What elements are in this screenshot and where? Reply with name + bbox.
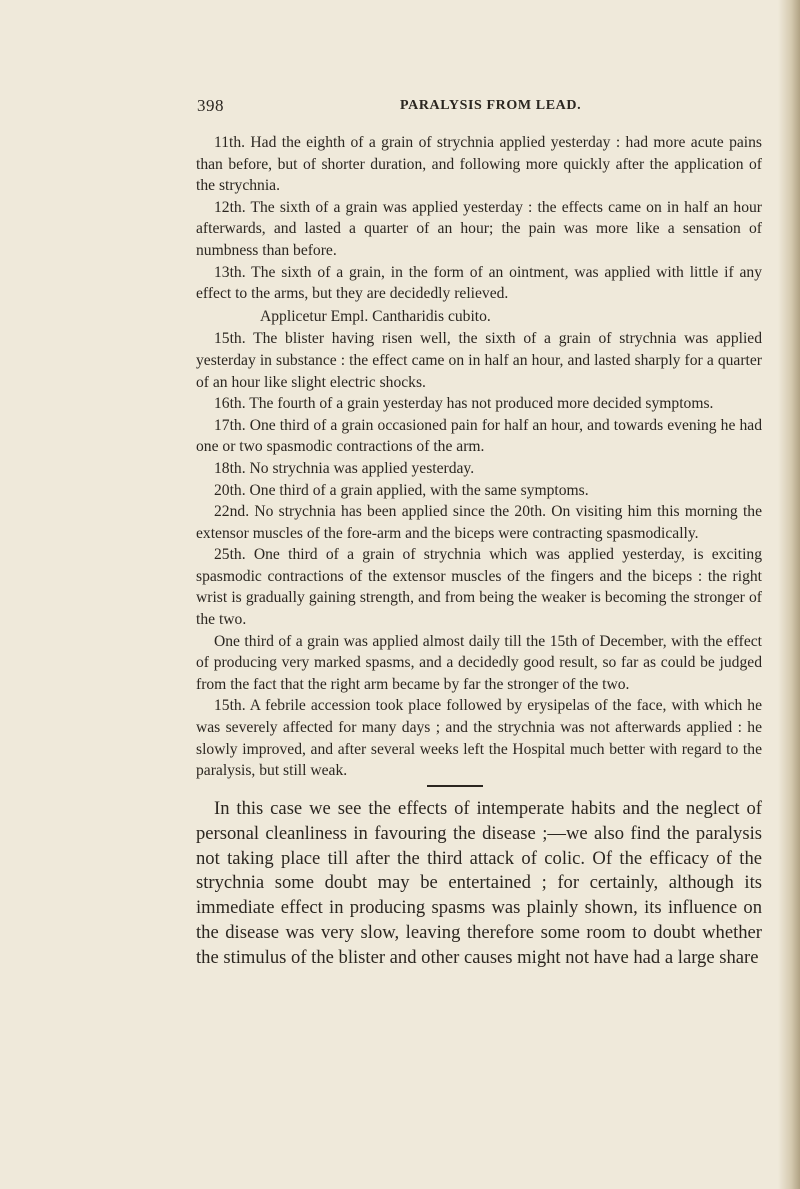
page-header bbox=[197, 96, 762, 120]
note-paragraph: 17th. One third of a grain occasioned pain for half an hour, and towards evening he had one or two spasmodic contractions of the arm. bbox=[196, 416, 762, 456]
page-number: 398 bbox=[197, 96, 224, 115]
note-paragraph: 20th. One third of a grain applied, with the same symptoms. bbox=[214, 481, 589, 499]
note-paragraph: 12th. The sixth of a grain was applied yesterday : the effects came on in half an hour afterwards, and lasted a quarter of an hour; the pain was more like a sensation of numbness than before. bbox=[196, 198, 762, 259]
commentary-paragraph: In this case we see the effects of intemperate habits and the neglect of personal cleanliness in favouring the disease ;—we also find the paralysis not taking place till after the third attack of colic. Of the efficacy of the strychnia some doubt may be entertained ; for certainly, although its immediate effect in producing spasms was plainly shown, its influence on the disease was very slow, leaving therefore some room to doubt whether the stimulus of the blister and other causes might not have had a large share bbox=[196, 798, 762, 968]
case-notes bbox=[196, 132, 762, 782]
note-paragraph: 13th. The sixth of a grain, in the form of an ointment, was applied with little if any effect to the arms, but they are decidedly relieved. bbox=[196, 263, 762, 303]
section-divider bbox=[427, 785, 483, 787]
note-paragraph: 18th. No strychnia was applied yesterday. bbox=[214, 459, 475, 477]
note-paragraph: 15th. A febrile accession took place followed by erysipelas of the face, with which he was severely affected for many days ; and the strychnia was not afterwards applied : he slowly improved, and after several weeks left the Hospital much better with regard to the paralysis, but still weak. bbox=[196, 697, 762, 780]
note-paragraph: 15th. The blister having risen well, the sixth of a grain of strychnia was applied yesterday in substance : the effect came on in half an hour, and lasted sharply for a quarter of an hour like slight electric shocks. bbox=[196, 330, 762, 391]
note-paragraph: 16th. The fourth of a grain yesterday has not produced more decided symptoms. bbox=[214, 395, 714, 413]
note-paragraph: One third of a grain was applied almost daily till the 15th of December, with the effect of producing very marked spasms, and a decidedly good result, so far as could be judged from the fact that the right arm became by far the stronger of the two. bbox=[196, 632, 762, 693]
prescription-line: Applicetur Empl. Cantharidis cubito. bbox=[260, 307, 491, 325]
running-head: PARALYSIS FROM LEAD. bbox=[400, 98, 582, 113]
page-edge-shadow bbox=[778, 0, 800, 1189]
note-paragraph: 22nd. No strychnia has been applied since the 20th. On visiting him this morning the extensor muscles of the fore-arm and the biceps were contracting spasmodically. bbox=[196, 503, 762, 542]
note-paragraph: 11th. Had the eighth of a grain of strychnia applied yesterday : had more acute pains than before, but of shorter duration, and following more quickly after the application of the strychnia. bbox=[196, 134, 762, 195]
note-paragraph: 25th. One third of a grain of strychnia which was applied yesterday, is exciting spasmodic contractions of the extensor muscles of the fingers and the biceps : the right wrist is gradually gaining strength, and from being the weaker is becoming the stronger of the two. bbox=[196, 546, 762, 629]
commentary bbox=[196, 797, 762, 971]
